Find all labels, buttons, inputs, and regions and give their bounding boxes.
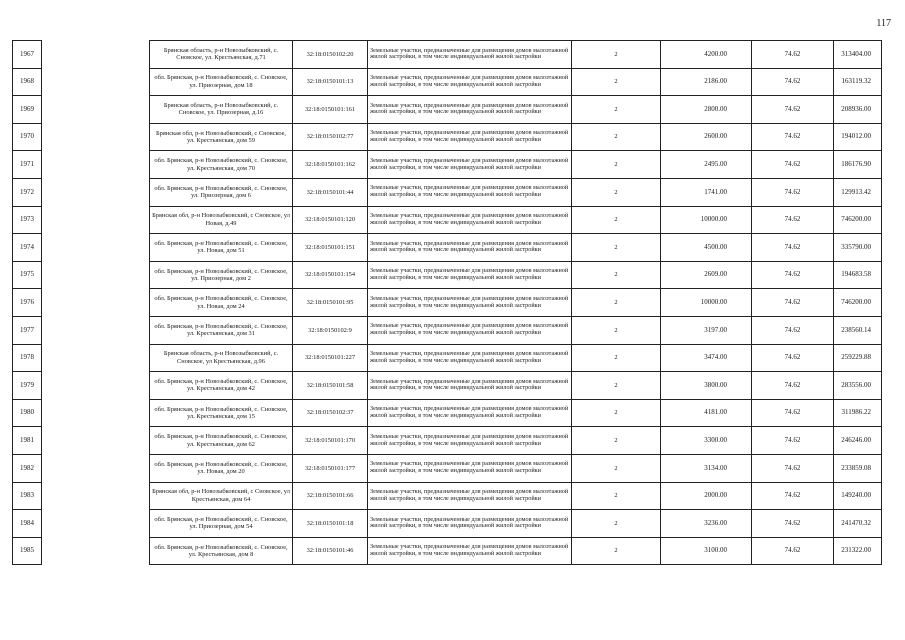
area-cell: 2800.00 <box>661 96 752 124</box>
group-cell: 2 <box>572 123 661 151</box>
cadastral-value-cell: 313404.00 <box>834 41 882 69</box>
specific-value-cell: 74.62 <box>752 41 834 69</box>
cadastral-value-cell: 129913.42 <box>834 178 882 206</box>
row-number-cell: 1980 <box>13 399 42 427</box>
cadastral-value-cell: 231322.00 <box>834 537 882 565</box>
table-row <box>13 206 882 234</box>
specific-value-cell: 74.62 <box>752 261 834 289</box>
table-row <box>13 123 882 151</box>
table-row <box>13 482 882 510</box>
land-use-cell: Земельные участки, предназначенные для размещения домов малоэтажной жилой застройки, в том числе индивидуальной жилой застройки <box>368 178 572 206</box>
land-use-cell: Земельные участки, предназначенные для размещения домов малоэтажной жилой застройки, в том числе индивидуальной жилой застройки <box>368 537 572 565</box>
row-number-cell: 1984 <box>13 510 42 538</box>
row-number-cell: 1982 <box>13 454 42 482</box>
land-use-cell: Земельные участки, предназначенные для размещения домов малоэтажной жилой застройки, в том числе индивидуальной жилой застройки <box>368 316 572 344</box>
cadastral-value-cell: 746200.00 <box>834 289 882 317</box>
group-cell: 2 <box>572 316 661 344</box>
land-use-cell: Земельные участки, предназначенные для размещения домов малоэтажной жилой застройки, в том числе индивидуальной жилой застройки <box>368 372 572 400</box>
spacer-cell <box>42 96 150 124</box>
spacer-cell <box>42 316 150 344</box>
area-cell: 3474.00 <box>661 344 752 372</box>
table-row <box>13 399 882 427</box>
area-cell: 3300.00 <box>661 427 752 455</box>
row-number-cell: 1985 <box>13 537 42 565</box>
group-cell: 2 <box>572 372 661 400</box>
group-cell: 2 <box>572 399 661 427</box>
cadastral-number-cell: 32:18:0150101:95 <box>293 289 368 317</box>
group-cell: 2 <box>572 482 661 510</box>
specific-value-cell: 74.62 <box>752 289 834 317</box>
group-cell: 2 <box>572 344 661 372</box>
land-use-cell: Земельные участки, предназначенные для размещения домов малоэтажной жилой застройки, в том числе индивидуальной жилой застройки <box>368 68 572 96</box>
table-body <box>13 41 882 565</box>
cadastral-number-cell: 32:18:0150102:20 <box>293 41 368 69</box>
spacer-cell <box>42 482 150 510</box>
group-cell: 2 <box>572 510 661 538</box>
area-cell: 3197.00 <box>661 316 752 344</box>
address-cell: обл. Брянская, р-н Новозыбковский, с. Сновское, ул. Приозерная, дом 18 <box>150 68 293 96</box>
address-cell: обл. Брянская, р-н Новозыбковский, с. Сновское, ул. Крестьянская, дом 70 <box>150 151 293 179</box>
area-cell: 3236.00 <box>661 510 752 538</box>
specific-value-cell: 74.62 <box>752 123 834 151</box>
row-number-cell: 1983 <box>13 482 42 510</box>
specific-value-cell: 74.62 <box>752 206 834 234</box>
spacer-cell <box>42 344 150 372</box>
area-cell: 4200.00 <box>661 41 752 69</box>
spacer-cell <box>42 123 150 151</box>
table-row <box>13 41 882 69</box>
area-cell: 10000.00 <box>661 206 752 234</box>
land-use-cell: Земельные участки, предназначенные для размещения домов малоэтажной жилой застройки, в том числе индивидуальной жилой застройки <box>368 482 572 510</box>
land-use-cell: Земельные участки, предназначенные для размещения домов малоэтажной жилой застройки, в том числе индивидуальной жилой застройки <box>368 261 572 289</box>
land-use-cell: Земельные участки, предназначенные для размещения домов малоэтажной жилой застройки, в том числе индивидуальной жилой застройки <box>368 234 572 262</box>
table-row <box>13 96 882 124</box>
spacer-cell <box>42 454 150 482</box>
row-number-cell: 1973 <box>13 206 42 234</box>
cadastral-number-cell: 32:18:0150101:154 <box>293 261 368 289</box>
cadastral-number-cell: 32:18:0150101:58 <box>293 372 368 400</box>
table-row <box>13 344 882 372</box>
group-cell: 2 <box>572 178 661 206</box>
specific-value-cell: 74.62 <box>752 151 834 179</box>
address-cell: обл. Брянская, р-н Новозыбковский, с. Сновское, ул. Новая, дом 51 <box>150 234 293 262</box>
area-cell: 3134.00 <box>661 454 752 482</box>
address-cell: обл. Брянская, р-н Новозыбковский, с. Сновское, ул. Крестьянская, дом 15 <box>150 399 293 427</box>
cadastral-value-cell: 163119.32 <box>834 68 882 96</box>
specific-value-cell: 74.62 <box>752 234 834 262</box>
spacer-cell <box>42 234 150 262</box>
cadastral-number-cell: 32:18:0150102:37 <box>293 399 368 427</box>
spacer-cell <box>42 68 150 96</box>
specific-value-cell: 74.62 <box>752 344 834 372</box>
row-number-cell: 1968 <box>13 68 42 96</box>
address-cell: обл. Брянская, р-н Новозыбковский, с. Сновское, ул. Приозерная, дом 54 <box>150 510 293 538</box>
table-row <box>13 372 882 400</box>
cadastral-number-cell: 32:18:0150101:18 <box>293 510 368 538</box>
group-cell: 2 <box>572 427 661 455</box>
spacer-cell <box>42 41 150 69</box>
land-use-cell: Земельные участки, предназначенные для размещения домов малоэтажной жилой застройки, в том числе индивидуальной жилой застройки <box>368 427 572 455</box>
area-cell: 3100.00 <box>661 537 752 565</box>
group-cell: 2 <box>572 41 661 69</box>
cadastral-number-cell: 32:18:0150101:44 <box>293 178 368 206</box>
row-number-cell: 1971 <box>13 151 42 179</box>
specific-value-cell: 74.62 <box>752 482 834 510</box>
land-plots-table <box>12 40 882 565</box>
area-cell: 4181.00 <box>661 399 752 427</box>
land-use-cell: Земельные участки, предназначенные для размещения домов малоэтажной жилой застройки, в том числе индивидуальной жилой застройки <box>368 41 572 69</box>
area-cell: 2000.00 <box>661 482 752 510</box>
row-number-cell: 1969 <box>13 96 42 124</box>
row-number-cell: 1981 <box>13 427 42 455</box>
row-number-cell: 1972 <box>13 178 42 206</box>
land-use-cell: Земельные участки, предназначенные для размещения домов малоэтажной жилой застройки, в том числе индивидуальной жилой застройки <box>368 151 572 179</box>
specific-value-cell: 74.62 <box>752 68 834 96</box>
area-cell: 2609.00 <box>661 261 752 289</box>
address-cell: обл. Брянская, р-н Новозыбковский, с. Сновское, ул. Приозерная, дом 2 <box>150 261 293 289</box>
cadastral-number-cell: 32:18:0150101:66 <box>293 482 368 510</box>
group-cell: 2 <box>572 454 661 482</box>
cadastral-number-cell: 32:18:0150101:170 <box>293 427 368 455</box>
area-cell: 1741.00 <box>661 178 752 206</box>
cadastral-value-cell: 335790.00 <box>834 234 882 262</box>
spacer-cell <box>42 537 150 565</box>
cadastral-value-cell: 746200.00 <box>834 206 882 234</box>
area-cell: 3800.00 <box>661 372 752 400</box>
address-cell: обл. Брянская, р-н Новозыбковский, с. Сновское, ул. Крестьянская, дом 31 <box>150 316 293 344</box>
row-number-cell: 1975 <box>13 261 42 289</box>
row-number-cell: 1976 <box>13 289 42 317</box>
cadastral-value-cell: 246246.00 <box>834 427 882 455</box>
cadastral-value-cell: 259229.88 <box>834 344 882 372</box>
address-cell: Брянская область, р-н Новозыбковский, с. Сновское, ул. Крестьянская, д.71 <box>150 41 293 69</box>
specific-value-cell: 74.62 <box>752 510 834 538</box>
cadastral-number-cell: 32:18:0150101:13 <box>293 68 368 96</box>
land-use-cell: Земельные участки, предназначенные для размещения домов малоэтажной жилой застройки, в том числе индивидуальной жилой застройки <box>368 454 572 482</box>
row-number-cell: 1970 <box>13 123 42 151</box>
area-cell: 2600.00 <box>661 123 752 151</box>
cadastral-number-cell: 32:18:0150101:120 <box>293 206 368 234</box>
spacer-cell <box>42 178 150 206</box>
cadastral-number-cell: 32:18:0150102:9 <box>293 316 368 344</box>
group-cell: 2 <box>572 234 661 262</box>
address-cell: обл. Брянская, р-н Новозыбковский, с. Сновское, ул. Новая, дом 24 <box>150 289 293 317</box>
row-number-cell: 1974 <box>13 234 42 262</box>
page-number: 117 <box>876 18 891 29</box>
cadastral-value-cell: 208936.00 <box>834 96 882 124</box>
cadastral-value-cell: 238560.14 <box>834 316 882 344</box>
address-cell: Брянская обл, р-н Новозыбковский, с Сновское, ул. Крестьянская, дом 59 <box>150 123 293 151</box>
cadastral-number-cell: 32:18:0150102:77 <box>293 123 368 151</box>
specific-value-cell: 74.62 <box>752 178 834 206</box>
land-use-cell: Земельные участки, предназначенные для размещения домов малоэтажной жилой застройки, в том числе индивидуальной жилой застройки <box>368 96 572 124</box>
spacer-cell <box>42 372 150 400</box>
row-number-cell: 1977 <box>13 316 42 344</box>
spacer-cell <box>42 151 150 179</box>
spacer-cell <box>42 261 150 289</box>
cadastral-value-cell: 186176.90 <box>834 151 882 179</box>
group-cell: 2 <box>572 289 661 317</box>
table-row <box>13 68 882 96</box>
group-cell: 2 <box>572 96 661 124</box>
row-number-cell: 1967 <box>13 41 42 69</box>
address-cell: обл. Брянская, р-н Новозыбковский, с. Сновское, ул. Крестьянская, дом 62 <box>150 427 293 455</box>
group-cell: 2 <box>572 537 661 565</box>
specific-value-cell: 74.62 <box>752 96 834 124</box>
cadastral-number-cell: 32:18:0150101:46 <box>293 537 368 565</box>
land-use-cell: Земельные участки, предназначенные для размещения домов малоэтажной жилой застройки, в том числе индивидуальной жилой застройки <box>368 206 572 234</box>
spacer-cell <box>42 206 150 234</box>
specific-value-cell: 74.62 <box>752 372 834 400</box>
specific-value-cell: 74.62 <box>752 399 834 427</box>
group-cell: 2 <box>572 151 661 179</box>
area-cell: 4500.00 <box>661 234 752 262</box>
land-use-cell: Земельные участки, предназначенные для размещения домов малоэтажной жилой застройки, в том числе индивидуальной жилой застройки <box>368 344 572 372</box>
cadastral-value-cell: 194012.00 <box>834 123 882 151</box>
table-row <box>13 537 882 565</box>
table-row <box>13 178 882 206</box>
cadastral-value-cell: 311986.22 <box>834 399 882 427</box>
area-cell: 10000.00 <box>661 289 752 317</box>
area-cell: 2186.00 <box>661 68 752 96</box>
table-row <box>13 289 882 317</box>
specific-value-cell: 74.62 <box>752 427 834 455</box>
land-use-cell: Земельные участки, предназначенные для размещения домов малоэтажной жилой застройки, в том числе индивидуальной жилой застройки <box>368 289 572 317</box>
land-use-cell: Земельные участки, предназначенные для размещения домов малоэтажной жилой застройки, в том числе индивидуальной жилой застройки <box>368 399 572 427</box>
row-number-cell: 1979 <box>13 372 42 400</box>
address-cell: Брянская область, р-н Новозыбковский, с. Сновское, ул. Приозерная, д.16 <box>150 96 293 124</box>
spacer-cell <box>42 510 150 538</box>
table-row <box>13 151 882 179</box>
cadastral-value-cell: 241470.32 <box>834 510 882 538</box>
table-row <box>13 454 882 482</box>
cadastral-value-cell: 233859.08 <box>834 454 882 482</box>
cadastral-value-cell: 194683.58 <box>834 261 882 289</box>
group-cell: 2 <box>572 206 661 234</box>
area-cell: 2495.00 <box>661 151 752 179</box>
cadastral-value-cell: 283556.00 <box>834 372 882 400</box>
land-use-cell: Земельные участки, предназначенные для размещения домов малоэтажной жилой застройки, в том числе индивидуальной жилой застройки <box>368 123 572 151</box>
specific-value-cell: 74.62 <box>752 316 834 344</box>
table-row <box>13 427 882 455</box>
group-cell: 2 <box>572 68 661 96</box>
address-cell: обл. Брянская, р-н Новозыбковский, с. Сновское, ул. Приозерная, дом 6 <box>150 178 293 206</box>
group-cell: 2 <box>572 261 661 289</box>
address-cell: Брянская область, р-н Новозыбковский, с. Сновское, ул Крестьянская, д.96 <box>150 344 293 372</box>
spacer-cell <box>42 289 150 317</box>
specific-value-cell: 74.62 <box>752 454 834 482</box>
spacer-cell <box>42 427 150 455</box>
cadastral-number-cell: 32:18:0150101:151 <box>293 234 368 262</box>
address-cell: обл. Брянская, р-н Новозыбковский, с. Сновское, ул. Крестьянская, дом 8 <box>150 537 293 565</box>
table-row <box>13 234 882 262</box>
table-row <box>13 316 882 344</box>
row-number-cell: 1978 <box>13 344 42 372</box>
address-cell: обл. Брянская, р-н Новозыбковский, с. Сновское, ул. Крестьянская, дом 42 <box>150 372 293 400</box>
cadastral-value-cell: 149240.00 <box>834 482 882 510</box>
cadastral-number-cell: 32:18:0150101:177 <box>293 454 368 482</box>
address-cell: обл. Брянская, р-н Новозыбковский, с. Сновское, ул. Новая, дом 20 <box>150 454 293 482</box>
address-cell: Брянская обл, р-н Новозыбковский, с Сновское, ул Новая, д.49 <box>150 206 293 234</box>
table-row <box>13 261 882 289</box>
address-cell: Брянская обл, р-н Новозыбковский, с Сновское, ул Крестьянская, дом 64 <box>150 482 293 510</box>
cadastral-number-cell: 32:18:0150101:162 <box>293 151 368 179</box>
specific-value-cell: 74.62 <box>752 537 834 565</box>
cadastral-number-cell: 32:18:0150101:227 <box>293 344 368 372</box>
cadastral-number-cell: 32:18:0150101:161 <box>293 96 368 124</box>
table-row <box>13 510 882 538</box>
land-use-cell: Земельные участки, предназначенные для размещения домов малоэтажной жилой застройки, в том числе индивидуальной жилой застройки <box>368 510 572 538</box>
spacer-cell <box>42 399 150 427</box>
